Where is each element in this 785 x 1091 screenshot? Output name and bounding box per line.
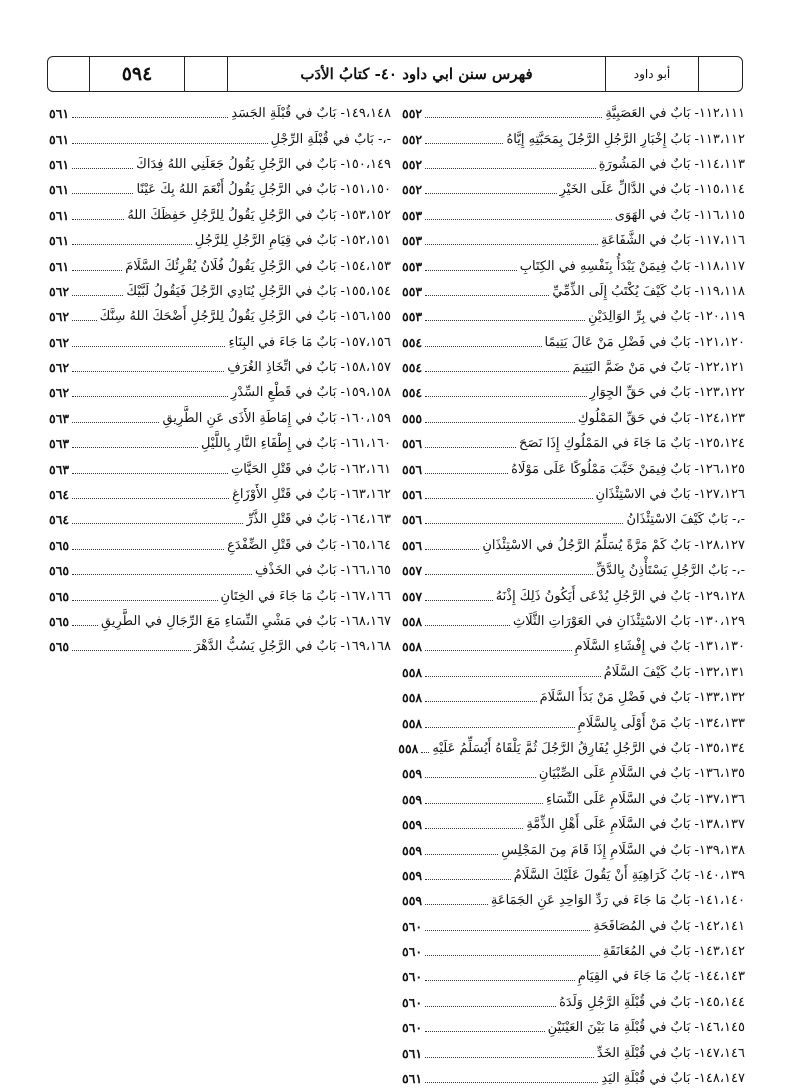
dot-leader	[72, 371, 224, 372]
dot-leader	[425, 498, 592, 499]
dot-leader	[425, 143, 503, 144]
entry-page-number: ٥٦٣	[49, 436, 70, 452]
dot-leader	[425, 980, 575, 981]
index-entry	[402, 253, 745, 278]
entry-title: ١٢١،١٢٠- بَابٌ في فَضْلِ مَنْ عَالَ يَتِيمًا	[544, 334, 745, 350]
entry-page-number: ٥٥٥	[402, 410, 423, 426]
dot-leader	[425, 676, 601, 677]
dot-leader	[72, 320, 97, 321]
dot-leader	[421, 752, 429, 753]
index-entry	[402, 583, 745, 608]
dot-leader	[72, 143, 267, 144]
entry-title: ١١٢،١١١- بَابٌ في العَصَبِيَّةِ	[605, 106, 745, 122]
index-entry	[402, 406, 745, 431]
index-entry	[402, 152, 745, 177]
index-entry	[49, 228, 391, 253]
index-entry	[49, 203, 391, 228]
entry-page-number: ٥٥٦	[402, 461, 423, 477]
entry-title: ١٥٩،١٥٨- بَابٌ في قَطْعِ السِّدْرِ	[231, 385, 391, 401]
entry-page-number: ٥٥٦	[402, 436, 423, 452]
entry-page-number: ٥٦٢	[49, 283, 70, 299]
dot-leader	[425, 625, 510, 626]
index-entry	[402, 685, 745, 710]
dot-leader	[425, 701, 536, 702]
entry-page-number: ٥٥٣	[402, 207, 423, 223]
index-entry	[402, 482, 745, 507]
dot-leader	[425, 549, 479, 550]
index-entry	[49, 482, 391, 507]
entry-title: ١٣٧،١٣٦- بَابٌ في السَّلَامِ عَلَى النِّسَاءِ	[545, 791, 745, 807]
dot-leader	[425, 193, 556, 194]
entry-page-number: ٥٥٤	[402, 334, 423, 350]
entry-page-number: ٥٦٢	[49, 309, 70, 325]
entry-title: ١٤٤،١٤٣- بَابٌ مَا جَاءَ في القِيَامِ	[577, 969, 745, 985]
dot-leader	[425, 219, 612, 220]
entry-page-number: ٥٥٨	[402, 614, 423, 629]
dot-leader	[425, 371, 569, 372]
entry-page-number: ٥٥٢	[402, 106, 423, 122]
entry-page-number: ٥٥٦	[402, 537, 423, 553]
dot-leader	[72, 168, 133, 169]
entry-title: ١٦٨،١٦٧- بَابٌ في مَشْيِ النِّسَاءِ مَعَ الرِّجَالِ في الطَّرِيقِ	[101, 614, 391, 629]
index-entry	[49, 101, 391, 126]
dot-leader	[425, 1082, 598, 1083]
entry-page-number: ٥٦٠	[402, 918, 423, 934]
entry-page-number: ٥٥٧	[402, 588, 423, 604]
index-entry	[402, 380, 745, 405]
entry-title: ١٣٥،١٣٤- بَابٌ في الرَّجُلِ يُفَارِقُ الرَّجُلَ ثُمَّ يَلْقَاهُ أَيُسَلِّمُ عَلَيْهِ	[432, 740, 745, 756]
entry-title: ١٤٠،١٣٩- بَابُ كَرَاهِيَةِ أَنْ يَقُولَ عَلَيْكَ السَّلَامُ	[513, 867, 745, 883]
index-entry	[49, 253, 391, 278]
entry-title: ١٢٥،١٢٤- بَابٌ مَا جَاءَ في المَمْلُوكِ إِذَا نَصَحَ	[519, 436, 745, 452]
index-entry	[402, 126, 745, 151]
entry-page-number: ٥٥٤	[402, 385, 423, 401]
entry-page-number: ٥٦١	[49, 106, 70, 122]
index-entry	[402, 634, 745, 659]
index-entry	[402, 228, 745, 253]
entry-page-number: ٥٦١	[402, 1071, 423, 1087]
entry-title: ١٣٢،١٣١- بَابٌ كَيْفَ السَّلَامُ	[603, 664, 745, 680]
entry-title: ١١٦،١١٥- بَابٌ في الهَوَى	[614, 207, 745, 223]
entry-title: ١٤٩،١٤٨- بَابٌ في قُبْلَةِ الجَسَدِ	[231, 106, 391, 122]
index-entry	[402, 660, 745, 685]
entry-title: ١٦٩،١٦٨- بَابٌ في الرَّجُلِ يَسُبُّ الدَّهْرَ	[193, 639, 391, 655]
entry-page-number: ٥٦١	[49, 182, 70, 198]
dot-leader	[72, 396, 228, 397]
entry-title: ١٤٧،١٤٦- بَابٌ في قُبْلَةِ الخَدِّ	[596, 1045, 745, 1061]
entry-title: ١٥٦،١٥٥- بَابٌ في الرَّجُلِ يَقُولُ لِلرَّجُلِ أَضْحَكَ اللهُ سِنَّكَ	[99, 309, 391, 325]
header-corner-left	[48, 57, 90, 91]
entry-page-number: ٥٥٦	[402, 487, 423, 503]
index-entry	[402, 964, 745, 989]
index-entry	[49, 533, 391, 558]
entry-page-number: ٥٥٨	[402, 664, 423, 680]
index-column-right	[398, 101, 745, 1091]
entry-page-number: ٥٦٠	[402, 1020, 423, 1036]
dot-leader	[72, 117, 228, 118]
dot-leader	[425, 854, 498, 855]
dot-leader	[425, 117, 602, 118]
dot-leader	[425, 955, 600, 956]
entry-title: ١٥٣،١٥٢- بَابٌ في الرَّجُلِ يَقُولُ لِلرَّجُلِ حَفِظَكَ اللهُ	[127, 207, 391, 223]
index-entry	[49, 330, 391, 355]
dot-leader	[72, 473, 228, 474]
index-entry	[402, 279, 745, 304]
index-entry	[402, 1015, 745, 1040]
entry-title: ١٦٣،١٦٢- بَابٌ في قَتْلِ الأَوْزَاغِ	[232, 487, 391, 503]
dot-leader	[425, 600, 493, 601]
entry-title: ١٤٢،١٤١- بَابٌ في المُصَافَحَةِ	[593, 918, 745, 934]
entry-title: ١٢٩،١٢٨- بَابٌ في الرَّجُلِ يُدْعَى أَيَكُونُ ذَلِكَ إِذْنَهُ	[495, 588, 745, 604]
dot-leader	[425, 879, 511, 880]
entry-title: ١٢٦،١٢٥- بَابٌ فِيمَنْ خَبَّبَ مَمْلُوكًا عَلَى مَوْلَاهُ	[511, 461, 745, 477]
index-entry	[402, 863, 745, 888]
dot-leader	[425, 422, 575, 423]
index-entry	[402, 787, 745, 812]
entry-page-number: ٥٥٢	[402, 182, 423, 198]
index-entry	[402, 990, 745, 1015]
entry-page-number: ٥٥٨	[402, 715, 423, 731]
entry-page-number: ٥٥٣	[402, 283, 423, 299]
entry-title: ١٣٦،١٣٥- بَابٌ في السَّلَامِ عَلَى الصِّبْيَانِ	[538, 766, 745, 782]
entry-title: ١٣١،١٣٠- بَابٌ في إِفْشَاءِ السَّلَامِ	[574, 639, 745, 655]
entry-page-number: ٥٦٢	[49, 360, 70, 376]
index-entry	[402, 837, 745, 862]
dot-leader	[72, 295, 123, 296]
index-entry	[49, 126, 391, 151]
index-entry	[402, 101, 745, 126]
entry-title: ١١٧،١١٦- بَابٌ في الشَّفَاعَةِ	[600, 233, 745, 249]
entry-title: ١١٩،١١٨- بَابٌ كَيْفَ يُكْتَبُ إِلَى الذِّمِّيِّ	[552, 283, 745, 299]
dot-leader	[72, 447, 198, 448]
index-entry	[49, 406, 391, 431]
entry-page-number: ٥٥٨	[402, 639, 423, 655]
dot-leader	[72, 625, 98, 626]
index-entry	[402, 355, 745, 380]
index-entry	[402, 558, 745, 583]
index-entry	[402, 888, 745, 913]
entry-title: ١٢٢،١٢١- بَابٌ في مَنْ ضَمَّ اليَتِيمَ	[572, 360, 745, 376]
entry-title: ١٥٢،١٥١- بَابٌ في قِيَامِ الرَّجُلِ لِلرَّجُلِ	[194, 233, 391, 249]
entry-title: ١٢٠،١١٩- بَابٌ في بِرِّ الوَالِدَيْنِ	[588, 309, 745, 325]
entry-title: ١٥٠،١٤٩- بَابٌ في الرَّجُلِ يَقُولُ جَعَلَنِي اللهُ فِدَاكَ	[136, 156, 391, 172]
entry-page-number: ٥٥٩	[402, 766, 423, 782]
entry-page-number: ٥٦١	[49, 131, 70, 147]
dot-leader	[425, 777, 536, 778]
index-entry	[49, 304, 391, 329]
entry-page-number: ٥٥٩	[402, 791, 423, 807]
entry-page-number: ٥٦٢	[49, 385, 70, 401]
entry-title: ١١٤،١١٣- بَابٌ في المَشُورَةِ	[598, 156, 745, 172]
index-entry	[402, 456, 745, 481]
entry-page-number: ٥٦٥	[49, 614, 70, 629]
entry-page-number: ٥٥٣	[402, 309, 423, 325]
entry-page-number: ٥٥٨	[402, 690, 423, 706]
dot-leader	[425, 1031, 544, 1032]
index-entry	[49, 431, 391, 456]
entry-page-number: ٥٦٥	[49, 537, 70, 553]
dot-leader	[425, 270, 517, 271]
entry-title: ١٤٣،١٤٢- بَابٌ في المُعَانَقَةِ	[602, 944, 745, 960]
entry-page-number: ٥٥٩	[402, 893, 423, 909]
entry-title: ١٤٨،١٤٧- بَابٌ في قُبْلَةِ اليَدِ	[601, 1071, 745, 1087]
entry-title: -،- بَابٌ في قُبْلَةِ الرِّجْلِ	[270, 131, 391, 147]
index-entry	[49, 609, 391, 634]
index-entry	[49, 583, 391, 608]
dot-leader	[72, 574, 252, 575]
dot-leader	[425, 574, 593, 575]
entry-title: ١٤٦،١٤٥- بَابٌ في قُبْلَةِ مَا بَيْنَ العَيْنَيْنِ	[547, 1020, 745, 1036]
page-header	[47, 56, 743, 92]
index-entry	[402, 203, 745, 228]
entry-page-number: ٥٦٣	[49, 461, 70, 477]
entry-title: ١٦٤،١٦٣- بَابٌ في قَتْلِ الذَّرِّ	[246, 512, 391, 528]
entry-page-number: ٥٥٦	[402, 512, 423, 528]
dot-leader	[425, 320, 585, 321]
index-column-left	[49, 101, 391, 660]
entry-title: ١٦٠،١٥٩- بَابٌ في إِمَاطَةِ الأَذَى عَنِ الطَّرِيقِ	[162, 410, 391, 426]
entry-title: ١٤٥،١٤٤- بَابٌ في قُبْلَةِ الرَّجُلِ وَلَدَهُ	[559, 994, 745, 1010]
index-entry	[402, 1066, 745, 1091]
entry-title: ١٦٢،١٦١- بَابٌ في قَتْلِ الحَيَّاتِ	[231, 461, 391, 477]
dot-leader	[425, 447, 516, 448]
entry-title: ١٥٤،١٥٣- بَابٌ في الرَّجُلِ يَقُولُ فُلَانٌ يُقْرِئُكَ السَّلَامَ	[125, 258, 391, 274]
entry-title: ١٥١،١٥٠- بَابٌ في الرَّجُلِ يَقُولُ أَنْعَمَ اللهُ بِكَ عَيْنًا	[136, 182, 391, 198]
entry-page-number: ٥٦٠	[402, 944, 423, 960]
index-entry	[402, 507, 745, 532]
dot-leader	[425, 727, 575, 728]
index-entry	[402, 533, 745, 558]
entry-page-number: ٥٦٥	[49, 563, 70, 579]
index-entry	[402, 330, 745, 355]
index-entry	[49, 177, 391, 202]
entry-title: ١٥٥،١٥٤- بَابٌ في الرَّجُلِ يُنَادِي الرَّجُلَ فَيَقُولُ لَبَّيْكَ	[126, 283, 391, 299]
index-entry	[398, 736, 745, 761]
entry-title: ١٦٦،١٦٥- بَابٌ في الخَذْفِ	[254, 563, 391, 579]
entry-title: ١٢٣،١٢٢- بَابٌ في حَقِّ الجِوَارِ	[589, 385, 745, 401]
dot-leader	[72, 523, 243, 524]
dot-leader	[425, 523, 623, 524]
entry-title: -،- بَابٌ الرَّجُلِ يَسْتَأْذِنُ بِالدَّقِّ	[596, 563, 745, 579]
author-name: أبو داود	[606, 57, 699, 91]
entry-page-number: ٥٦٢	[49, 334, 70, 350]
entry-page-number: ٥٥٣	[402, 258, 423, 274]
entry-title: ١٢٤،١٢٣- بَابٌ في حَقِّ المَمْلُوكِ	[577, 410, 745, 426]
entry-title: -،- بَابٌ كَيْفَ الاسْتِئْذَانُ	[626, 512, 745, 528]
index-entry	[49, 456, 391, 481]
entry-title: ١٦٧،١٦٦- بَابٌ مَا جَاءَ في الخِتَانِ	[220, 588, 391, 604]
entry-page-number: ٥٥٩	[402, 842, 423, 858]
entry-title: ١٤١،١٤٠- بَابٌ مَا جَاءَ في رَدِّ الوَاحِدِ عَنِ الجَمَاعَةِ	[490, 893, 745, 909]
index-entry	[402, 304, 745, 329]
index-entry	[402, 939, 745, 964]
dot-leader	[72, 549, 224, 550]
index-entry	[402, 710, 745, 735]
entry-page-number: ٥٦٥	[49, 639, 70, 655]
dot-leader	[72, 244, 192, 245]
dot-leader	[425, 168, 596, 169]
entry-title: ١٣٨،١٣٧- بَابٌ في السَّلَامِ عَلَى أَهْلِ الذِّمَّةِ	[526, 817, 745, 833]
dot-leader	[72, 219, 124, 220]
dot-leader	[72, 600, 217, 601]
entry-title: ١٣٣،١٣٢- بَابٌ في فَضْلِ مَنْ بَدَأَ السَّلَامَ	[539, 690, 745, 706]
page-number: ٥٩٤	[90, 57, 185, 91]
entry-title: ١١٨،١١٧- بَابٌ فِيمَنْ يَبْدَأُ بِنَفْسِهِ في الكِتَابِ	[519, 258, 745, 274]
entry-page-number: ٥٦١	[49, 207, 70, 223]
dot-leader	[72, 346, 225, 347]
entry-page-number: ٥٦١	[402, 1045, 423, 1061]
entry-title: ١٢٨،١٢٧- بَابٌ كَمْ مَرَّةً يُسَلِّمُ الرَّجُلُ في الاسْتِئْذَانِ	[482, 537, 745, 553]
entry-page-number: ٥٥٨	[398, 740, 419, 756]
dot-leader	[72, 270, 122, 271]
index-entry	[49, 558, 391, 583]
index-entry	[402, 1040, 745, 1065]
entry-page-number: ٥٦٠	[402, 969, 423, 985]
index-entry	[49, 152, 391, 177]
dot-leader	[72, 650, 191, 651]
index-entry	[49, 634, 391, 659]
entry-page-number: ٥٦٣	[49, 410, 70, 426]
index-entry	[402, 431, 745, 456]
dot-leader	[425, 828, 523, 829]
index-entry	[49, 380, 391, 405]
entry-page-number: ٥٥٩	[402, 817, 423, 833]
dot-leader	[425, 244, 598, 245]
header-corner-right	[699, 57, 742, 91]
entry-title: ١٣٤،١٣٣- بَابٌ مَنْ أَوْلَى بِالسَّلَامِ	[577, 715, 745, 731]
entry-page-number: ٥٥٢	[402, 131, 423, 147]
entry-page-number: ٥٦٤	[49, 487, 70, 503]
entry-page-number: ٥٦٥	[49, 588, 70, 604]
dot-leader	[425, 803, 543, 804]
index-entry	[402, 761, 745, 786]
index-entry	[49, 355, 391, 380]
entry-title: ١٥٨،١٥٧- بَابٌ في اتِّخَاذِ الغُرَفِ	[227, 360, 391, 376]
entry-title: ١٢٧،١٢٦- بَابٌ في الاسْتِئْذَانِ	[595, 487, 745, 503]
entry-title: ١٣٩،١٣٨- بَابٌ في السَّلَامِ إِذَا قَامَ مِنَ المَجْلِسِ	[501, 842, 745, 858]
entry-page-number: ٥٦٤	[49, 512, 70, 528]
index-entry	[49, 279, 391, 304]
index-entry	[402, 609, 745, 634]
entry-title: ١١٥،١١٤- بَابٌ في الدَّالِّ عَلَى الخَيْرِ	[559, 182, 745, 198]
entry-title: ١١٣،١١٢- بَابُ إِخْبَارِ الرَّجُلِ الرَّجُلَ بِمَحَبَّتِهِ إِيَّاهُ	[506, 131, 745, 147]
entry-page-number: ٥٥٢	[402, 156, 423, 172]
entry-page-number: ٥٥٩	[402, 867, 423, 883]
dot-leader	[425, 295, 549, 296]
entry-page-number: ٥٥٧	[402, 563, 423, 579]
dot-leader	[425, 650, 571, 651]
index-entry	[402, 812, 745, 837]
dot-leader	[72, 498, 229, 499]
dot-leader	[425, 473, 508, 474]
header-spacer	[185, 57, 228, 91]
index-entry	[402, 177, 745, 202]
entry-title: ١٣٠،١٢٩- بَابُ الاسْتِئْذَانِ في العَوْرَاتِ الثَّلَاثِ	[513, 614, 745, 629]
running-title: فهرس سنن ابي داود ٤٠- كتابُ الأدَب	[228, 57, 606, 91]
dot-leader	[425, 346, 541, 347]
dot-leader	[425, 1057, 594, 1058]
entry-page-number: ٥٦١	[49, 233, 70, 249]
dot-leader	[425, 396, 587, 397]
entry-page-number: ٥٦١	[49, 156, 70, 172]
entry-page-number: ٥٥٣	[402, 233, 423, 249]
dot-leader	[425, 930, 590, 931]
dot-leader	[425, 904, 488, 905]
entry-page-number: ٥٥٤	[402, 360, 423, 376]
entry-title: ١٦٥،١٦٤- بَابٌ في قَتْلِ الضِّفْدَعِ	[227, 537, 391, 553]
entry-page-number: ٥٦٠	[402, 994, 423, 1010]
dot-leader	[425, 1006, 556, 1007]
entry-title: ١٥٧،١٥٦- بَابٌ مَا جَاءَ في البِنَاءِ	[228, 334, 391, 350]
entry-title: ١٦١،١٦٠- بَابٌ في إِطْفَاءِ النَّارِ بِاللَّيْلِ	[201, 436, 391, 452]
index-entry	[49, 507, 391, 532]
dot-leader	[72, 422, 159, 423]
index-entry	[402, 914, 745, 939]
dot-leader	[72, 193, 133, 194]
entry-page-number: ٥٦١	[49, 258, 70, 274]
